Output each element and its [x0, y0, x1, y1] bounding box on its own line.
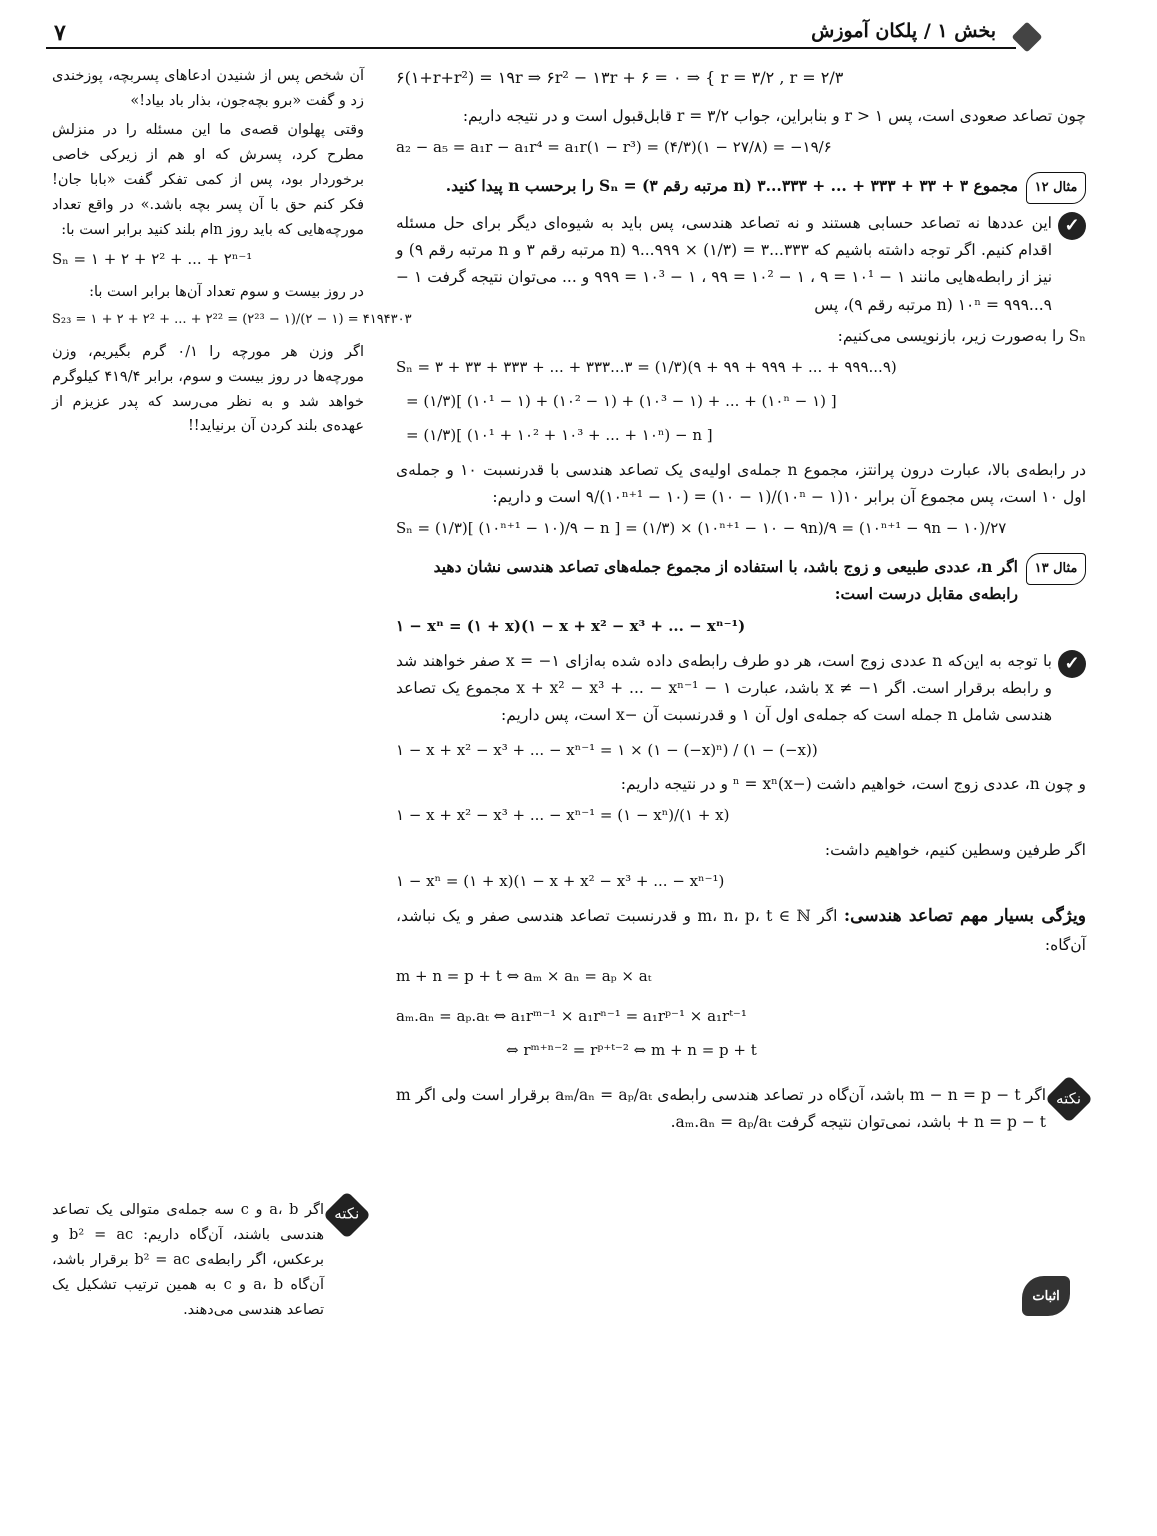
side-column	[52, 64, 412, 443]
side-equation-2: S₂₃ = ۱ + ۲ + ۲² + ... + ۲²² = (۲²³ − ۱)/(۲ − ۱) = ۴۱۹۴۳۰۳	[52, 312, 412, 328]
answer-12-p3: در رابطه‌ی بالا، عبارت درون پرانتز، مجموع n جمله‌ی اولیه‌ی یک تصاعد هندسی با قدرنسبت ۱۰ و جمله‌ی اول ۱۰ است، پس مجموع آن برابر ۱۰(۱۰ⁿ − ۱)/(۱۰ − ۱) = (۱۰ⁿ⁺¹ − ۱۰)/۹ است و داریم:	[396, 460, 1086, 506]
diamond-icon	[1011, 21, 1042, 52]
side-p1: آن شخص پس از شنیدن ادعاهای پسربچه، پوزخندی زد و گفت «برو بچه‌جون، بذار باد بیاد!»	[52, 68, 364, 109]
equation-sn-1: Sₙ = ۳ + ۳۳ + ۳۳۳ + ... + ۳۳۳...۳ = (۱/۳)(۹ + ۹۹ + ۹۹۹ + ... + ۹۹۹...۹)	[396, 357, 897, 376]
equation-sn-final: Sₙ = (۱/۳)[ (۱۰ⁿ⁺¹ − ۱۰)/۹ − n ] = (۱/۳) × (۱۰ⁿ⁺¹ − ۱۰ − ۹n)/۹ = (۱۰ⁿ⁺¹ − ۹n − ۱۰)/۲۷	[396, 518, 1007, 537]
answer-13-p2: و چون n، عددی زوج است، خواهیم داشت (−x)ⁿ = xⁿ و در نتیجه داریم:	[620, 775, 1086, 794]
side-equation-1: Sₙ = ۱ + ۲ + ۲² + ... + ۲ⁿ⁻¹	[52, 249, 253, 268]
tip-main-text: اگر m − n = p − t باشد، آن‌گاه در تصاعد هندسی رابطه‌ی aₘ/aₙ = aₚ/aₜ برقرار است ولی اگر m + n = p − t باشد، نمی‌توان نتیجه گرفت aₘ.aₙ = aₚ/aₜ.	[396, 1085, 1047, 1131]
equation-proof-1: aₘ.aₙ = aₚ.aₜ ⇔ a₁rᵐ⁻¹ × a₁rⁿ⁻¹ = a₁rᵖ⁻¹ × a₁rᵗ⁻¹	[396, 1007, 747, 1026]
equation-geom-sum-2: ۱ − x + x² − x³ + ... − xⁿ⁻¹ = (۱ − xⁿ)/(۱ + x)	[396, 806, 730, 825]
property-paragraph	[396, 902, 1086, 959]
paragraph-ratio: چون تصاعد صعودی است، پس r > ۱ و بنابراین، جواب r = ۳/۲ قابل‌قبول است و در نتیجه داریم:	[462, 106, 1086, 125]
mesal-badge-icon: مثال ۱۲	[1026, 172, 1086, 204]
side-p2: وقتی پهلوان قصه‌ی ما این مسئله را در منزلش مطرح کرد، پسرش که او هم از زیرکی خاصی برخوردار بود، پس از کمی تفکر گفت «بابا جان! فکر کنم حق با آن پسر بچه باشد.» در واقع تعداد مورچه‌هایی که باید روز nام بلند کنید برابر است با:	[52, 121, 364, 238]
answer-13	[396, 648, 1086, 733]
main-column	[396, 58, 1086, 1140]
page-number: ۷	[54, 20, 66, 46]
property-title: ویژگی بسیار مهم تصاعد هندسی:	[843, 905, 1086, 926]
answer-12-p2: Sₙ را به‌صورت زیر، بازنویسی می‌کنیم:	[837, 326, 1086, 345]
answer-12-p1: این عددها نه تصاعد حسابی هستند و نه تصاعد هندسی، پس باید به شیوه‌ای دیگر برای حل مسئله اقدام کنیم. اگر توجه داشته باشیم که ۳۳۳...۳ = (۱/۳) × ۹۹۹...۹ (n مرتبه رقم ۳ و n مرتبه رقم ۹) و نیز از رابطه‌هایی مانند ۱ − ۱۰¹ = ۹ ، ۱ − ۱۰² = ۹۹ ، ۱ − ۱۰³ = ۹۹۹ و ... می‌توان نتیجه گرفت ۱ − ۱۰ⁿ = ۹۹۹...۹ (n مرتبه رقم ۹)، پس	[396, 214, 1053, 314]
side-tip-text: اگر a، b و c سه جمله‌ی متوالی یک تصاعد هندسی باشند، آن‌گاه داریم: b² = ac و برعکس، اگر رابطه‌ی b² = ac برقرار باشد، آن‌گاه a، b و c به همین ترتیب تشکیل یک تصاعد هندسی می‌دهند.	[52, 1202, 324, 1318]
answer-12	[396, 210, 1086, 323]
mesal-badge-icon: مثال ۱۳	[1026, 553, 1086, 585]
tip-main	[396, 1082, 1086, 1140]
equation-quadratic: ۶(۱+r+r²) = ۱۹r ⇒ ۶r² − ۱۳r + ۶ = ۰ ⇒ { r = ۳/۲ , r = ۲/۳	[396, 68, 844, 87]
nokte-icon: نکته	[1045, 1075, 1093, 1123]
side-p4: اگر وزن هر مورچه را ۰/۱ گرم بگیریم، وزن مورچه‌ها در روز بیست و سوم، برابر ۴۱۹/۴ کیلوگرم خواهد شد و به نظر می‌رسد که پدر عزیزم از عهده‌ی بلند کردن آن برنیاید!!	[52, 343, 364, 435]
answer-13-p1: با توجه به این‌که n عددی زوج است، هر دو طرف رابطه‌ی داده شده به‌ازای x = −۱ صفر خواهند شد و رابطه برقرار است. اگر x ≠ −۱ باشد، عبارت ۱ − x + x² − x³ + ... − xⁿ⁻¹ مجموع یک تصاعد هندسی شامل n جمله است که جمله‌ی اول آن ۱ و قدرنسبت آن −x است، پس داریم:	[396, 651, 1052, 724]
equation-identity: ۱ − xⁿ = (۱ + x)(۱ − x + x² − x³ + ... − xⁿ⁻¹)	[396, 617, 746, 636]
property-text: اگر m، n، p، t ∈ ℕ و قدرنسبت تصاعد هندسی صفر و یک نباشد، آن‌گاه:	[396, 906, 1086, 954]
equation-property: m + n = p + t ⇔ aₘ × aₙ = aₚ × aₜ	[396, 966, 652, 985]
nokte-icon: نکته	[323, 1191, 371, 1239]
page-header	[46, 18, 1086, 52]
esbat-icon: اثبات	[1022, 1276, 1070, 1316]
equation-geom-sum: ۱ − x + x² − x³ + ... − xⁿ⁻¹ = ۱ × (۱ − (−x)ⁿ) / (۱ − (−x))	[396, 740, 818, 759]
equation-a2-a5: a₂ − a₅ = a₁r − a₁r⁴ = a₁r(۱ − r³) = (۴/۳)(۱ − ۲۷/۸) = −۱۹/۶	[396, 137, 832, 156]
example-12-text: مجموع ۳ + ۳۳ + ۳۳۳ + ... + ۳۳۳...۳ (n مرتبه رقم ۳) = Sₙ را برحسب n پیدا کنید.	[445, 176, 1018, 196]
equation-proof-2: ⇔ rᵐ⁺ⁿ⁻² = rᵖ⁺ᵗ⁻² ⇔ m + n = p + t	[506, 1041, 757, 1060]
equation-sn-2: = (۱/۳)[ (۱۰¹ − ۱) + (۱۰² − ۱) + (۱۰³ − ۱) + ... + (۱۰ⁿ − ۱) ]	[406, 392, 837, 411]
example-13	[396, 553, 1086, 607]
check-icon: ✓	[1058, 212, 1086, 240]
answer-13-p3: اگر طرفین وسطین کنیم، خواهیم داشت:	[824, 840, 1086, 859]
chapter-title: بخش ۱ / پلکان آموزش	[811, 20, 996, 42]
side-p3: در روز بیست و سوم تعداد آن‌ها برابر است با:	[89, 284, 364, 301]
equation-sn-3: = (۱/۳)[ (۱۰¹ + ۱۰² + ۱۰³ + ... + ۱۰ⁿ) − n ]	[406, 426, 713, 445]
example-13-text: اگر n، عددی طبیعی و زوج باشد، با استفاده از مجموع جمله‌های تصاعد هندسی نشان دهید رابطه‌ی مقابل درست است:	[433, 557, 1018, 604]
check-icon: ✓	[1058, 650, 1086, 678]
header-rule	[46, 47, 1016, 49]
equation-identity-result: ۱ − xⁿ = (۱ + x)(۱ − x + x² − x³ + ... − xⁿ⁻¹)	[396, 871, 725, 890]
side-tip	[52, 1198, 364, 1327]
example-12	[396, 172, 1086, 204]
